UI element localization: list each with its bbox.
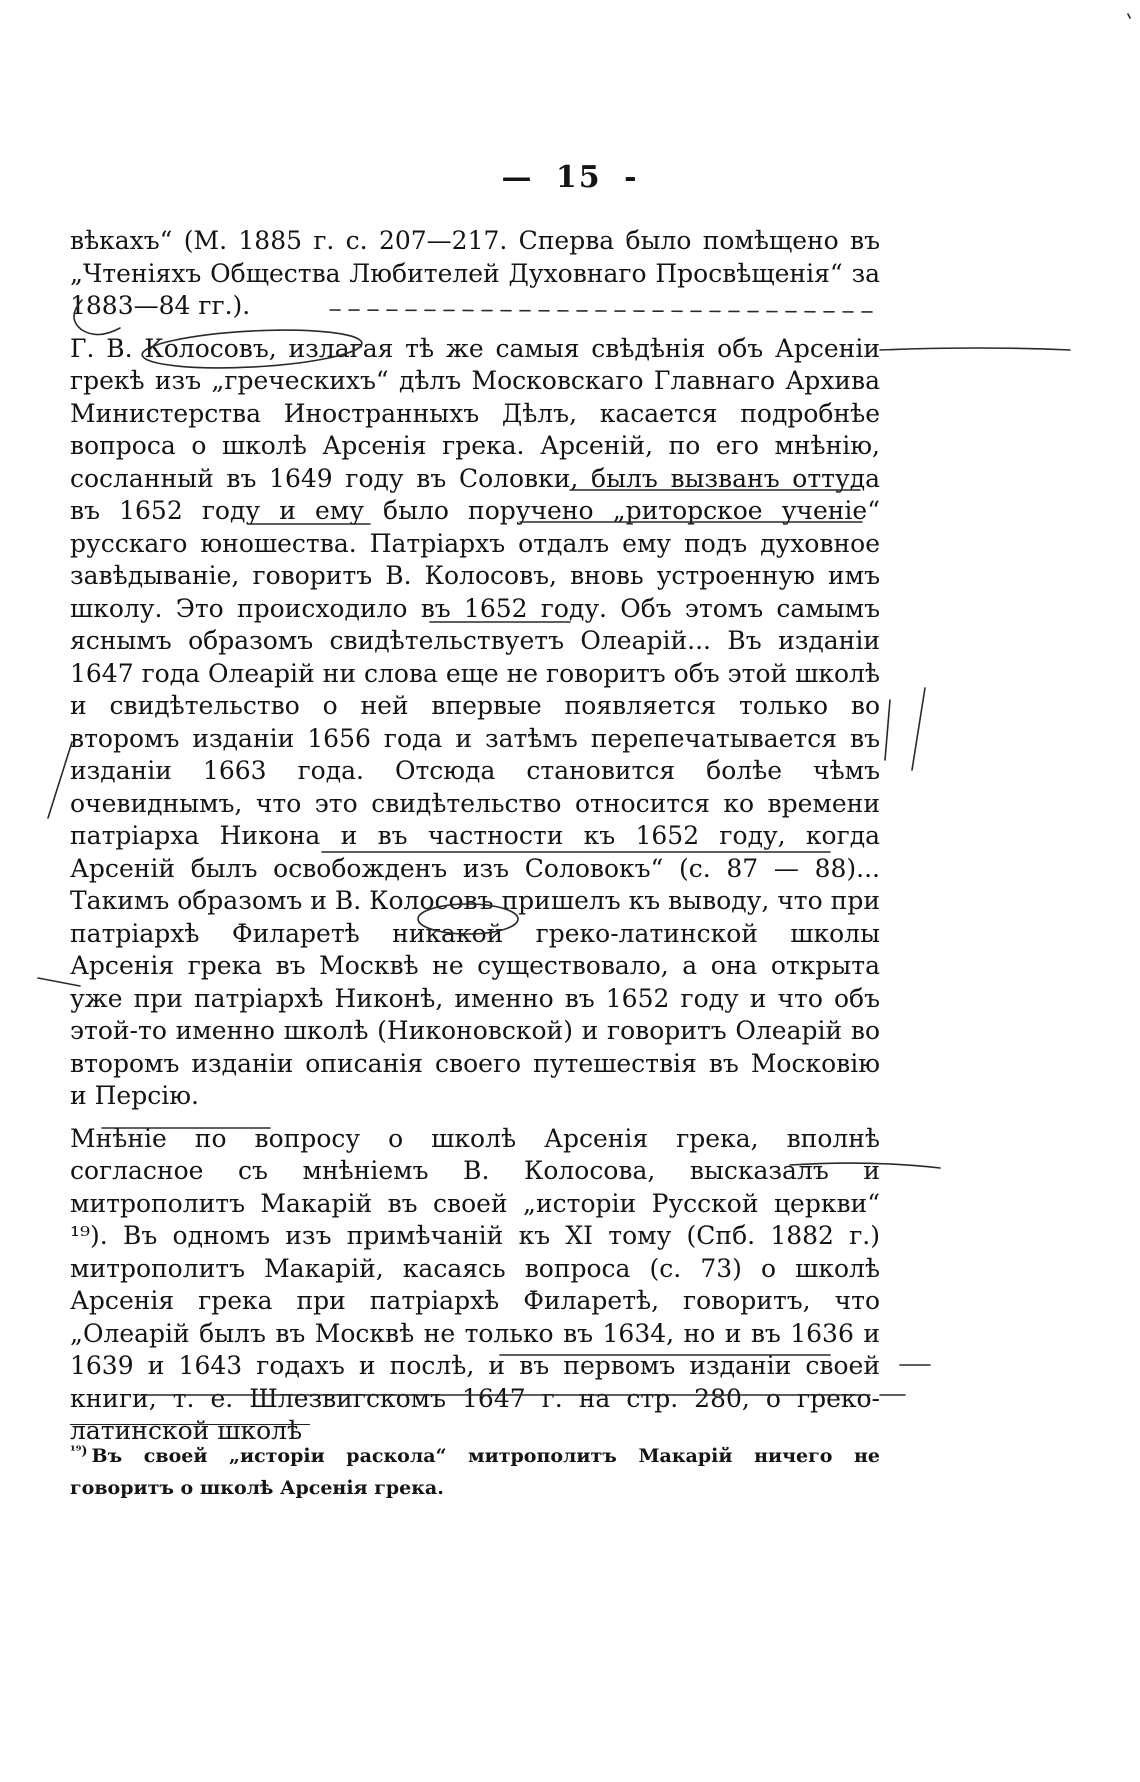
footnote-divider — [70, 1424, 310, 1425]
footnote-text: Въ своей „исторіи раскола“ митрополитъ Макарій ничего не говоритъ о школѣ Арсенія грека. — [70, 1445, 880, 1499]
margin-bar — [885, 700, 890, 760]
paragraph-3: Мнѣніе по вопросу о школѣ Арсенія грека, вполнѣ согласное съ мнѣніемъ В. Колосова, высказалъ и митрополитъ Макарій въ своей „исторіи Русской церкви“ ¹⁹). Въ одномъ изъ примѣчаній къ XI тому (Спб. 1882 г.) митрополитъ Макарій, касаясь вопроса (с. 73) о школѣ Арсенія грека при патріархѣ Филаретѣ, говоритъ, что „Олеарій былъ въ Москвѣ не только въ 1634, но и въ 1636 и 1639 и 1643 годахъ и послѣ, и въ первомъ изданіи своей книги, т. е. Шлезвигскомъ 1647 г. на стр. 280, о греко-латинской школѣ — [70, 1123, 880, 1445]
page-number: — 15 - — [501, 160, 639, 195]
margin-bar — [912, 688, 925, 770]
margin-bar — [48, 742, 72, 818]
footnote-19 — [70, 1440, 880, 1504]
paragraph-1: вѣкахъ“ (М. 1885 г. с. 207—217. Сперва было помѣщено въ „Чтеніяхъ Общества Любителей Духовнаго Просвѣщенія“ за 1883—84 гг.). — [70, 226, 880, 320]
margin-line — [880, 348, 1070, 350]
footnotes — [70, 1440, 880, 1504]
paragraph-2: Г. В. Колосовъ, излагая тѣ же самыя свѣдѣнія объ Арсеніи грекѣ изъ „греческихъ“ дѣлъ Московскаго Главнаго Архива Министерства Иностранныхъ Дѣлъ, касается подробнѣе вопроса о школѣ Арсенія грека. Арсеній, по его мнѣнію, сосланный въ 1649 году въ Соловки, былъ вызванъ оттуда въ 1652 году и ему было поручено „риторское ученіе“ русскаго юношества. Патріархъ отдалъ ему подъ духовное завѣдываніе, говоритъ В. Колосовъ, вновь устроенную имъ школу. Это происходило въ 1652 году. Объ этомъ самымъ яснымъ образомъ свидѣтельствуетъ Олеарій... Въ изданіи 1647 года Олеарій ни слова еще не говоритъ объ этой школѣ и свидѣтельство о ней впервые появляется только во второмъ изданіи 1656 года и затѣмъ перепечатывается въ изданіи 1663 года. Отсюда становится болѣе чѣмъ очевиднымъ, что это свидѣтельство относится ко времени патріарха Никона и въ частности къ 1652 году, когда Арсеній былъ освобожденъ изъ Соловокъ“ (с. 87 — 88)... Такимъ образомъ и В. Колосовъ пришелъ къ выводу, что при патріархѣ Филаретѣ никакой греко-латинской школы Арсенія грека въ Москвѣ не существовало, а она открыта уже при патріархѣ Никонѣ, именно въ 1652 году и что объ этой-то именно школѣ (Никоновской) и говоритъ Олеарій во второмъ изданіи описанія своего путешествія въ Московію и Персію. — [70, 333, 880, 1110]
edge-mark — [1128, 14, 1130, 18]
body-text — [70, 225, 880, 1448]
footnote-marker: ¹⁹) — [70, 1443, 88, 1459]
